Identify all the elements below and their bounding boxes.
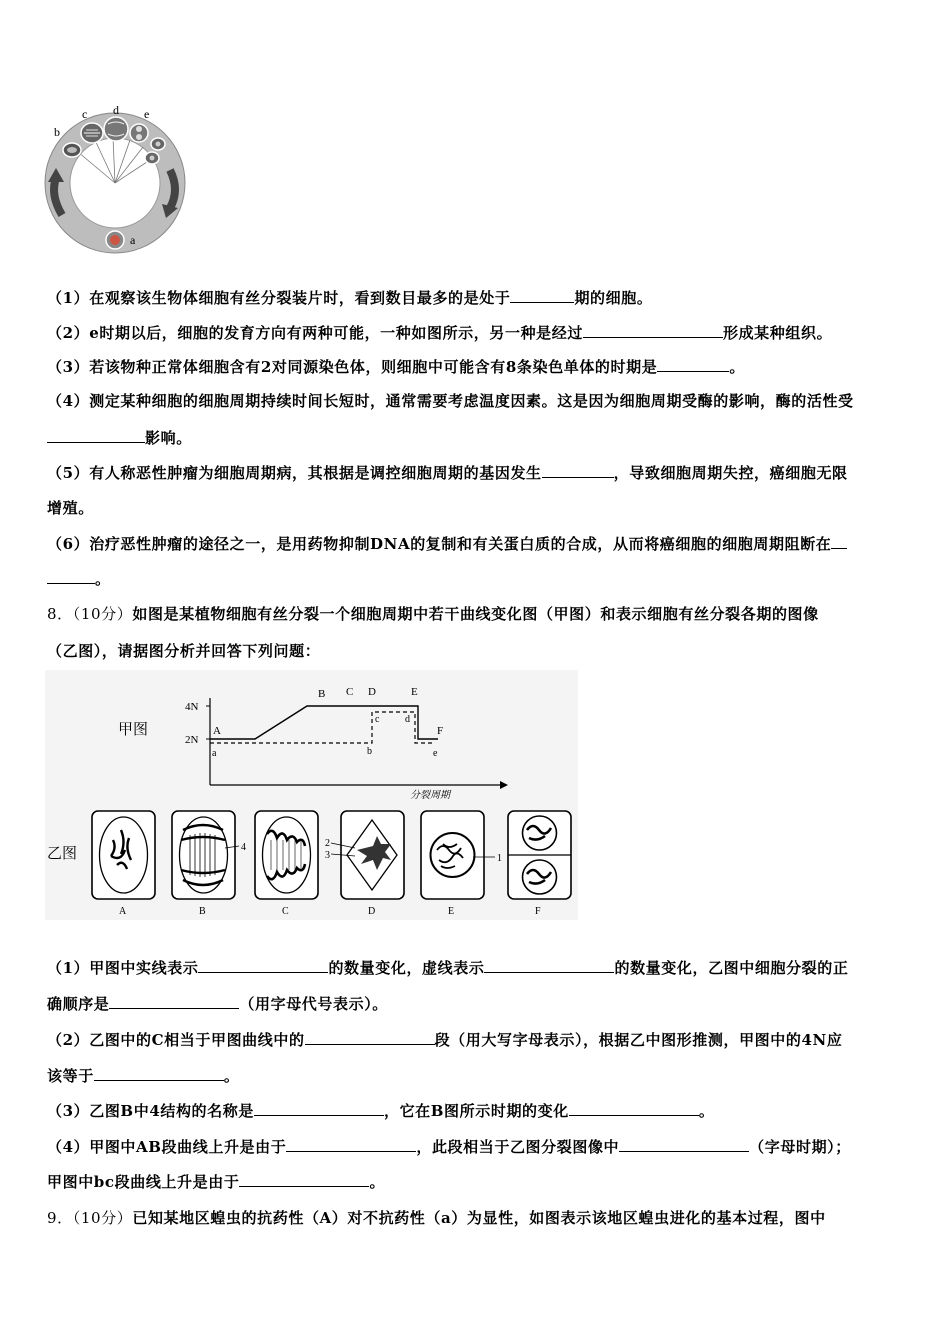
panel-E: [421, 811, 495, 899]
pt-c: c: [375, 714, 380, 725]
answer-blank[interactable]: [47, 428, 145, 443]
cell-e-2: [145, 152, 159, 164]
pt-A: A: [213, 725, 221, 737]
pt-F: F: [437, 725, 444, 737]
answer-blank[interactable]: [569, 1101, 699, 1116]
answer-blank[interactable]: [239, 1172, 369, 1187]
q8-stem-line2: （乙图），请据图分析并回答下列问题：: [47, 642, 321, 660]
y-tick-2n: 2N: [185, 734, 199, 746]
q7-part4-line1: （4）测定某种细胞的细胞周期持续时间长短时，通常需要考虑温度因素。这是因为细胞周期受酶的影响，酶的活性受: [47, 392, 854, 410]
yi-label: 乙图: [47, 844, 78, 862]
q8-part1-line1: （1）甲图中实线表示 的数量变化，虚线表示 的数量变化，乙图中细胞分裂的正: [47, 959, 849, 977]
label-d: d: [113, 103, 119, 117]
label-a: a: [130, 233, 136, 247]
panel-label-B: B: [199, 906, 206, 917]
structure-2: 2: [325, 838, 330, 849]
q8-figure: [45, 670, 578, 920]
answer-blank[interactable]: [305, 1030, 435, 1045]
answer-blank[interactable]: [254, 1101, 384, 1116]
answer-blank[interactable]: [542, 463, 614, 478]
q9-stem: 9．（10分）已知某地区蝗虫的抗药性（A）对不抗药性（a）为显性，如图表示该地区蝗虫进化的基本过程，图中: [47, 1209, 826, 1227]
answer-blank[interactable]: [198, 958, 328, 973]
answer-blank[interactable]: [286, 1137, 416, 1152]
cell-e-1: [151, 138, 165, 150]
answer-blank[interactable]: [619, 1137, 749, 1152]
cell-c: [81, 123, 103, 143]
panel-label-C: C: [282, 906, 289, 917]
panel-A: [92, 811, 155, 899]
y-tick-4n: 4N: [185, 701, 199, 713]
pt-d: d: [405, 714, 410, 725]
structure-3: 3: [325, 850, 330, 861]
q7-part5-line2: 增殖。: [47, 499, 94, 517]
q8-part4-line2: 甲图中bc段曲线上升是由于 。: [47, 1173, 386, 1191]
cell-b: [63, 143, 81, 157]
pt-B: B: [318, 688, 326, 700]
panel-F: [508, 811, 571, 899]
pt-C: C: [346, 686, 354, 698]
answer-blank[interactable]: [583, 323, 723, 338]
pt-E: E: [411, 686, 418, 698]
cell-d: [104, 117, 128, 141]
q7-part6-line1: （6）治疗恶性肿瘤的途径之一，是用药物抑制DNA的复制和有关蛋白质的合成，从而将癌细胞的细胞周期阻断在: [47, 533, 847, 554]
answer-blank[interactable]: [47, 569, 95, 584]
panel-label-A: A: [119, 906, 127, 917]
q7-part3: （3）若该物种正常体细胞含有2对同源染色体，则细胞中可能含有8条染色单体的时期是 。: [47, 358, 745, 376]
q7-part1: （1）在观察该生物体细胞有丝分裂装片时，看到数目最多的是处于 期的细胞。: [47, 289, 653, 307]
jia-label: 甲图: [118, 720, 149, 738]
answer-blank[interactable]: [831, 534, 847, 549]
q7-part5-line1: （5）有人称恶性肿瘤为细胞周期病，其根据是调控细胞周期的基因发生 ，导致细胞周期失控，癌细胞无限: [47, 464, 848, 482]
cell-cycle-diagram: [40, 100, 210, 255]
answer-blank[interactable]: [510, 288, 574, 303]
answer-blank[interactable]: [94, 1066, 224, 1081]
label-b: b: [54, 125, 60, 139]
panel-label-D: D: [368, 906, 376, 917]
answer-blank[interactable]: [484, 958, 614, 973]
answer-blank[interactable]: [109, 994, 239, 1009]
pt-D: D: [368, 686, 376, 698]
panel-label-F: F: [535, 906, 541, 917]
pt-b: b: [367, 746, 372, 757]
panel-C: [255, 811, 318, 899]
label-e: e: [144, 107, 150, 121]
panel-D: [331, 811, 404, 899]
panel-B: [172, 811, 239, 899]
q7-part6-line2: 。: [47, 568, 111, 589]
x-axis-label: 分裂周期: [410, 790, 450, 801]
panel-label-E: E: [448, 906, 455, 917]
q7-part4-line2: 影响。: [47, 427, 192, 448]
cell-a: [106, 231, 124, 249]
pt-e: e: [433, 748, 438, 759]
structure-4: 4: [241, 842, 246, 853]
q8-part3: （3）乙图B中4结构的名称是 ，它在B图所示时期的变化 。: [47, 1102, 715, 1120]
label-c: c: [82, 107, 88, 121]
q8-part1-line2: 确顺序是 （用字母代号表示）。: [47, 995, 388, 1013]
q8-part2-line2: 该等于 。: [47, 1067, 240, 1085]
q8-part2-line1: （2）乙图中的C相当于甲图曲线中的 段（用大写字母表示），根据乙中图形推测，甲图中的4N应: [47, 1031, 843, 1049]
cell-e-top: [130, 124, 148, 142]
q7-part2: （2）e时期以后，细胞的发育方向有两种可能，一种如图所示，另一种是经过 形成某种组织。: [47, 324, 833, 342]
pt-a: a: [212, 748, 217, 759]
q8-part4-line1: （4）甲图中AB段曲线上升是由于 ，此段相当于乙图分裂图像中 （字母时期）；: [47, 1138, 851, 1156]
q8-stem-line1: 8．（10分）如图是某植物细胞有丝分裂一个细胞周期中若干曲线变化图（甲图）和表示细胞有丝分裂各期的图像: [47, 605, 819, 623]
answer-blank[interactable]: [657, 357, 729, 372]
structure-1: 1: [497, 853, 502, 864]
